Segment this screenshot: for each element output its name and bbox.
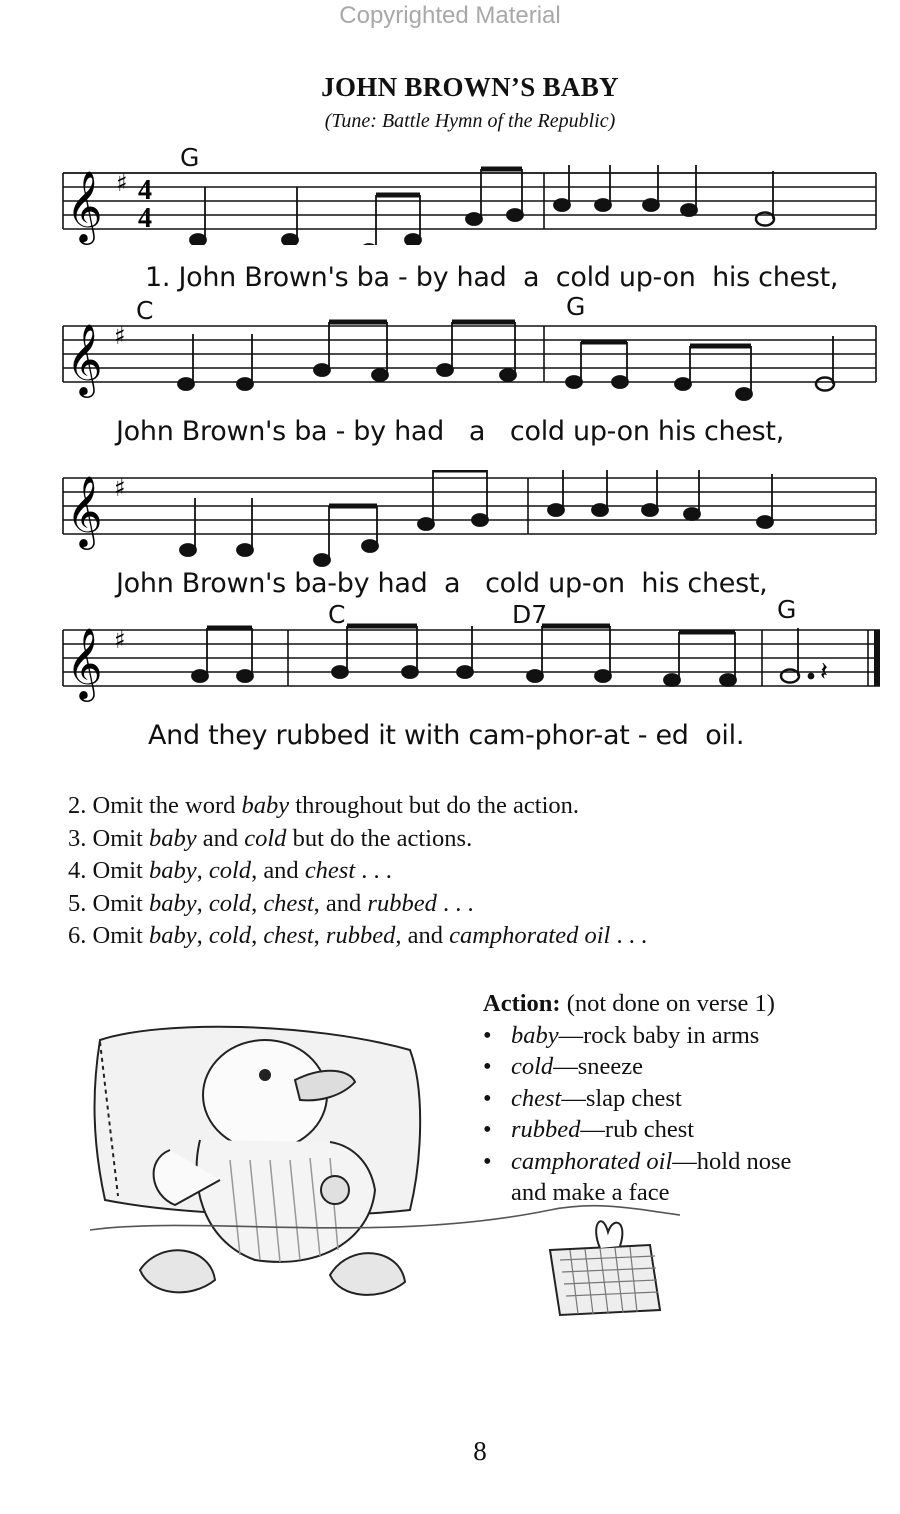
staff-system-3	[0, 470, 900, 570]
action-continuation: and make a face	[511, 1179, 670, 1206]
treble-clef-icon: 𝄞	[66, 322, 103, 395]
notes	[178, 322, 834, 400]
song-title: JOHN BROWN’S BABY	[321, 72, 619, 102]
actions-note: (not done on verse 1)	[560, 990, 775, 1017]
bullet-icon: •	[483, 1116, 492, 1143]
chord-label: D7	[512, 600, 548, 629]
verse-text: ,	[196, 857, 209, 884]
action-description: —sneeze	[553, 1053, 643, 1080]
action-word: baby	[149, 824, 197, 852]
teddy-bear	[321, 1176, 349, 1204]
lyric-line-3: John Brown's ba-by had a cold up-on his chest,	[116, 568, 768, 599]
staff-system-2	[0, 318, 900, 408]
verse-text: but do the actions.	[286, 824, 473, 852]
action-word: chest	[511, 1084, 562, 1112]
verse-text: ,	[313, 922, 326, 949]
action-description: —rub chest	[580, 1116, 695, 1143]
time-sig-bottom: 4	[138, 203, 152, 234]
action-word: cold	[208, 889, 252, 917]
verse-number: 6.	[68, 922, 87, 949]
verse-text: Omit the word	[92, 792, 242, 819]
chord-label: G	[180, 143, 200, 172]
treble-clef-icon: 𝄞	[66, 474, 103, 547]
treble-clef-icon: 𝄞	[66, 626, 103, 699]
action-word: chest	[304, 857, 356, 884]
verse-text: throughout but do the action.	[289, 792, 580, 819]
actions-heading: Action:	[483, 990, 561, 1017]
bullet-icon: •	[483, 1147, 492, 1175]
verse-text: ,	[196, 889, 209, 917]
action-word: camphorated oil	[511, 1147, 673, 1175]
sharp-icon: ♯	[116, 169, 128, 197]
verse-text: Omit	[92, 824, 149, 852]
verse-instruction	[68, 790, 647, 823]
action-description: —slap chest	[561, 1084, 682, 1112]
verse-text: Omit	[92, 857, 149, 884]
action-word: cold	[208, 922, 252, 949]
action-word: baby	[149, 889, 197, 917]
action-word: cold	[244, 824, 287, 852]
verse-number: 4.	[68, 857, 87, 884]
verse-text: and	[196, 824, 245, 852]
action-word: cold	[511, 1053, 554, 1080]
action-word: chest	[263, 889, 314, 917]
verse-text: Omit	[92, 889, 149, 917]
verse-number: 2.	[68, 792, 87, 819]
verse-text: , and	[395, 922, 450, 949]
action-word: baby	[241, 792, 290, 819]
verse-text: ,	[251, 922, 264, 949]
verse-instruction	[68, 888, 647, 921]
quarter-rest-icon: 𝄽	[820, 657, 828, 687]
action-word: baby	[149, 857, 197, 884]
duck-eye	[260, 1070, 270, 1080]
action-word: chest	[263, 922, 314, 949]
chord-label: G	[566, 292, 586, 321]
duck-foot-left	[140, 1250, 215, 1292]
bullet-icon: •	[483, 1021, 492, 1049]
verse-text: . . .	[436, 889, 474, 917]
notes	[190, 165, 774, 245]
verse-number: 5.	[68, 889, 87, 917]
lyric-line-1: 1. John Brown's ba - by had a cold up-on his chest,	[145, 262, 839, 293]
verse-text: ,	[196, 922, 209, 949]
action-word: rubbed	[511, 1116, 581, 1143]
verse-instructions	[68, 790, 647, 953]
action-word: rubbed	[367, 889, 437, 917]
verse-text: , and	[251, 857, 305, 884]
staff-system-4	[0, 622, 900, 712]
chord-label: G	[777, 595, 797, 624]
time-sig-top: 4	[138, 175, 152, 206]
verse-instruction	[68, 855, 647, 888]
action-word: baby	[149, 922, 197, 949]
verse-instruction	[68, 823, 647, 856]
chord-label: C	[136, 296, 154, 325]
verse-text: , and	[313, 889, 368, 917]
verse-instruction	[68, 920, 647, 953]
sharp-icon: ♯	[114, 322, 126, 350]
tune-subtitle: (Tune: Battle Hymn of the Republic)	[324, 110, 616, 132]
verse-text: . . .	[610, 922, 648, 949]
action-description: —rock baby in arms	[558, 1021, 760, 1049]
action-word: cold	[208, 857, 252, 884]
duck-foot-right	[330, 1253, 405, 1295]
bullet-icon: •	[483, 1084, 492, 1112]
verse-text: . . .	[355, 857, 392, 884]
treble-clef-icon: 𝄞	[66, 169, 103, 242]
lyric-line-4: And they rubbed it with cam-phor-at - ed oil.	[148, 720, 745, 751]
notes	[180, 470, 773, 566]
chord-label: C	[328, 600, 346, 629]
lyric-line-2: John Brown's ba - by had a cold up-on his chest,	[116, 416, 784, 447]
verse-number: 3.	[68, 824, 87, 852]
verse-text: Omit	[92, 922, 149, 949]
action-word: camphorated oil	[449, 922, 611, 949]
final-barline	[874, 630, 880, 686]
verse-text: ,	[251, 889, 264, 917]
copyright-watermark: Copyrighted Material	[339, 2, 561, 29]
action-word: baby	[511, 1021, 559, 1049]
notes	[192, 626, 814, 686]
page-number: 8	[473, 1436, 487, 1466]
sharp-icon: ♯	[114, 474, 126, 502]
staff-system-1	[0, 165, 900, 245]
bullet-icon: •	[483, 1053, 492, 1080]
tissue	[596, 1221, 622, 1248]
action-word: rubbed	[325, 922, 396, 949]
duckling-in-bed-illustration	[80, 1010, 700, 1370]
sharp-icon: ♯	[114, 626, 126, 654]
action-description: —hold nose	[672, 1147, 792, 1175]
